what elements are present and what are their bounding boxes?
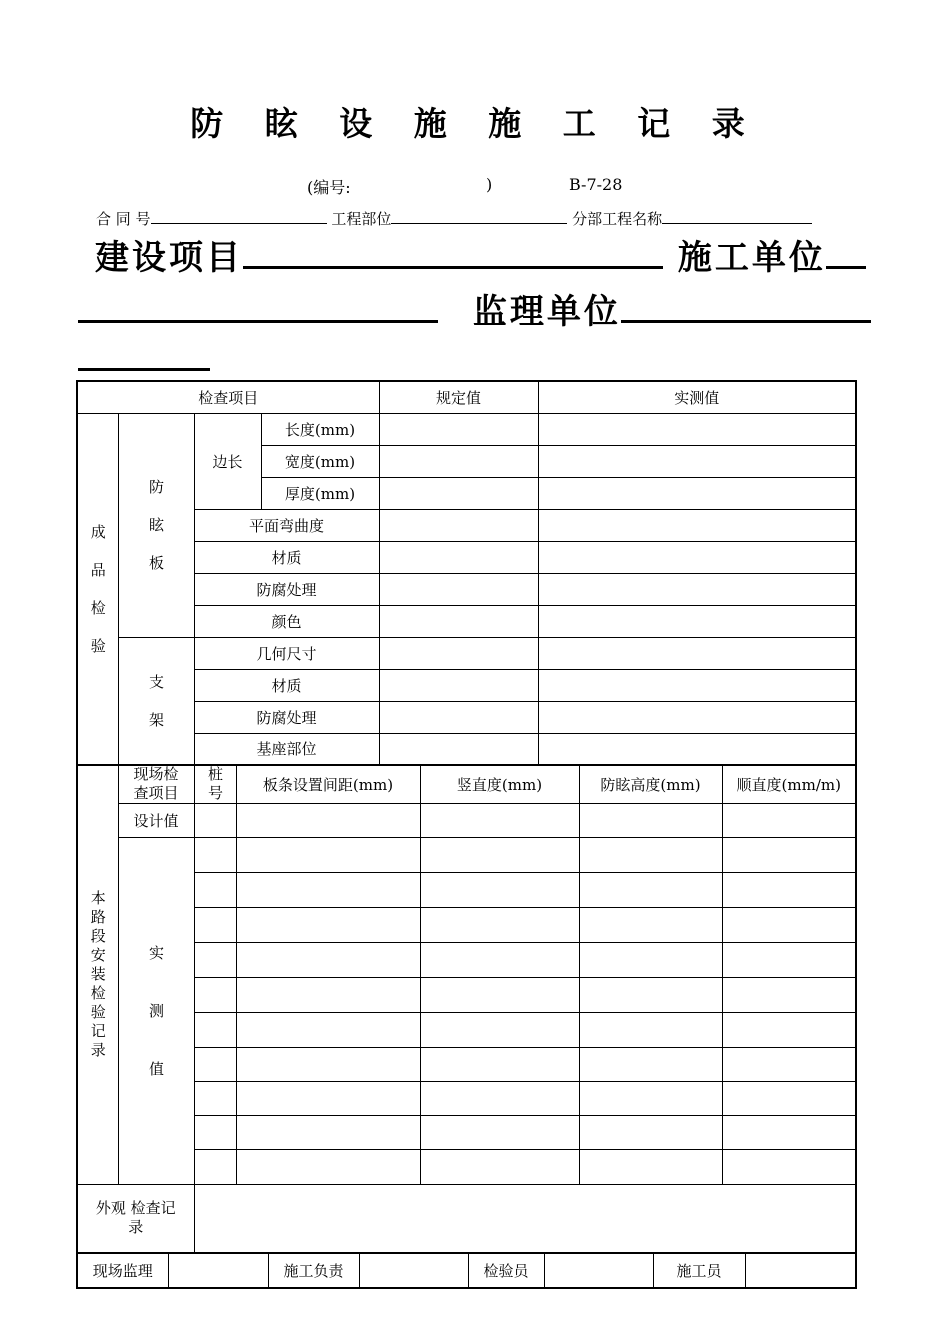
- cell[interactable]: [420, 1150, 579, 1185]
- cell[interactable]: [579, 838, 722, 873]
- bracket-item-measured[interactable]: [538, 733, 856, 765]
- header-item: 检查项目: [77, 381, 379, 413]
- board-item: 颜色: [194, 605, 379, 637]
- board-item-measured[interactable]: [538, 541, 856, 573]
- cell[interactable]: [722, 908, 856, 943]
- cell[interactable]: [579, 1013, 722, 1048]
- cell[interactable]: [236, 873, 420, 908]
- inspector-sign[interactable]: [544, 1253, 653, 1289]
- bracket-item-measured[interactable]: [538, 637, 856, 669]
- cell[interactable]: [579, 1116, 722, 1150]
- supervisor-field[interactable]: [621, 290, 871, 323]
- code-suffix: ): [486, 175, 493, 194]
- width-measured[interactable]: [538, 445, 856, 477]
- cell[interactable]: [722, 873, 856, 908]
- cell[interactable]: [420, 804, 579, 838]
- cell[interactable]: [722, 804, 856, 838]
- board-item: 防腐处理: [194, 573, 379, 605]
- supervisor-field-cont: [78, 368, 210, 371]
- site-label: 工程部位: [331, 210, 392, 228]
- group-bracket: 支 架: [118, 637, 194, 765]
- lead-sign-label: 施工负责: [268, 1253, 359, 1289]
- group-installation: 本路段安装检验记录: [77, 765, 118, 1185]
- cell[interactable]: [236, 1013, 420, 1048]
- length-spec[interactable]: [379, 413, 538, 445]
- cell[interactable]: [420, 838, 579, 873]
- form-number: B-7-28: [569, 175, 623, 194]
- cell[interactable]: [236, 1116, 420, 1150]
- thickness-spec[interactable]: [379, 477, 538, 509]
- board-item-measured[interactable]: [538, 605, 856, 637]
- inspector-sign-label: 检验员: [468, 1253, 544, 1289]
- supervisor-label: 监理单位: [472, 292, 621, 332]
- appearance-label: 外观 检查记录: [77, 1185, 194, 1253]
- cell[interactable]: [194, 1150, 236, 1185]
- cell[interactable]: [722, 1082, 856, 1116]
- cell[interactable]: [420, 978, 579, 1013]
- edge-label: 边长: [194, 413, 261, 509]
- board-item: 材质: [194, 541, 379, 573]
- bracket-item-spec[interactable]: [379, 637, 538, 669]
- board-item-spec[interactable]: [379, 573, 538, 605]
- length-label: 长度(mm): [261, 413, 379, 445]
- project-field[interactable]: [243, 236, 663, 269]
- cell[interactable]: [236, 943, 420, 978]
- header-measured: 实测值: [538, 381, 856, 413]
- cell[interactable]: [194, 1082, 236, 1116]
- cell[interactable]: [579, 978, 722, 1013]
- signature-table: [76, 1252, 857, 1289]
- page-title: 防 眩 设 施 施 工 记 录: [190, 104, 760, 143]
- cell[interactable]: [420, 943, 579, 978]
- board-item-spec[interactable]: [379, 541, 538, 573]
- contract-field[interactable]: [151, 209, 327, 224]
- worker-sign-label: 施工员: [653, 1253, 745, 1289]
- width-spec[interactable]: [379, 445, 538, 477]
- contractor-label: 施工单位: [677, 238, 826, 278]
- thickness-label: 厚度(mm): [261, 477, 379, 509]
- cell[interactable]: [194, 873, 236, 908]
- length-measured[interactable]: [538, 413, 856, 445]
- appearance-record[interactable]: [194, 1185, 856, 1253]
- project-label: 建设项目: [95, 238, 243, 278]
- bracket-item: 几何尺寸: [194, 637, 379, 669]
- lead-sign[interactable]: [359, 1253, 468, 1289]
- cell[interactable]: [236, 1150, 420, 1185]
- bracket-item: 材质: [194, 669, 379, 701]
- bracket-item-spec[interactable]: [379, 733, 538, 765]
- header-stake: 桩号: [194, 765, 236, 804]
- cell[interactable]: [420, 1082, 579, 1116]
- header-verticality: 竖直度(mm): [420, 765, 579, 804]
- cell[interactable]: [722, 1048, 856, 1082]
- contractor-field[interactable]: [826, 236, 866, 269]
- cell[interactable]: [722, 1150, 856, 1185]
- bracket-item-measured[interactable]: [538, 669, 856, 701]
- sub-project-label: 分部工程名称: [572, 210, 663, 228]
- group-product-inspection: 成 品 检 验: [77, 413, 118, 765]
- contractor-field-cont[interactable]: [78, 290, 438, 323]
- cell[interactable]: [420, 1048, 579, 1082]
- cell[interactable]: [236, 908, 420, 943]
- contract-label: 合 同 号: [96, 210, 151, 228]
- cell[interactable]: [579, 908, 722, 943]
- cell[interactable]: [194, 943, 236, 978]
- cell[interactable]: [194, 1116, 236, 1150]
- supervisor-row: [78, 284, 871, 333]
- board-item: 平面弯曲度: [194, 509, 379, 541]
- measured-label: 实 测 值: [118, 838, 194, 1185]
- cell[interactable]: [579, 943, 722, 978]
- cell[interactable]: [722, 978, 856, 1013]
- cell[interactable]: [579, 1048, 722, 1082]
- width-label: 宽度(mm): [261, 445, 379, 477]
- header-spec: 规定值: [379, 381, 538, 413]
- board-item-spec[interactable]: [379, 509, 538, 541]
- cell[interactable]: [722, 1116, 856, 1150]
- thickness-measured[interactable]: [538, 477, 856, 509]
- cell[interactable]: [194, 1048, 236, 1082]
- cell[interactable]: [236, 1082, 420, 1116]
- group-board: 防 眩 板: [118, 413, 194, 637]
- product-inspection-table: [76, 380, 857, 766]
- cell[interactable]: [579, 1150, 722, 1185]
- worker-sign[interactable]: [745, 1253, 856, 1289]
- cell[interactable]: [236, 1048, 420, 1082]
- header-height: 防眩高度(mm): [579, 765, 722, 804]
- cell[interactable]: [722, 943, 856, 978]
- installation-inspection-table: [76, 764, 857, 1254]
- project-row: [95, 230, 866, 279]
- cell[interactable]: [420, 1116, 579, 1150]
- supervisor-sign-label: 现场监理: [77, 1253, 168, 1289]
- sub-project-field[interactable]: [662, 209, 812, 224]
- cell[interactable]: [722, 1013, 856, 1048]
- header-spacing: 板条设置间距(mm): [236, 765, 420, 804]
- board-item-measured[interactable]: [538, 509, 856, 541]
- bracket-item-spec[interactable]: [379, 701, 538, 733]
- cell[interactable]: [194, 978, 236, 1013]
- cell[interactable]: [420, 873, 579, 908]
- bracket-item: 基座部位: [194, 733, 379, 765]
- design-value-label: 设计值: [118, 804, 194, 838]
- site-field[interactable]: [391, 209, 567, 224]
- code-prefix: (编号:: [307, 178, 351, 197]
- cell[interactable]: [722, 838, 856, 873]
- bracket-item-measured[interactable]: [538, 701, 856, 733]
- cell[interactable]: [194, 838, 236, 873]
- header-site-item: 现场检查项目: [118, 765, 194, 804]
- bracket-item-spec[interactable]: [379, 669, 538, 701]
- cell[interactable]: [579, 1082, 722, 1116]
- cell[interactable]: [236, 838, 420, 873]
- cell[interactable]: [579, 873, 722, 908]
- board-item-measured[interactable]: [538, 573, 856, 605]
- header-straightness: 顺直度(mm/m): [722, 765, 856, 804]
- cell[interactable]: [579, 804, 722, 838]
- small-fields-row: [96, 208, 812, 229]
- board-item-spec[interactable]: [379, 605, 538, 637]
- cell[interactable]: [236, 978, 420, 1013]
- cell[interactable]: [194, 804, 236, 838]
- cell[interactable]: [420, 1013, 579, 1048]
- cell[interactable]: [194, 1013, 236, 1048]
- bracket-item: 防腐处理: [194, 701, 379, 733]
- supervisor-sign[interactable]: [168, 1253, 268, 1289]
- cell[interactable]: [236, 804, 420, 838]
- cell[interactable]: [194, 908, 236, 943]
- cell[interactable]: [420, 908, 579, 943]
